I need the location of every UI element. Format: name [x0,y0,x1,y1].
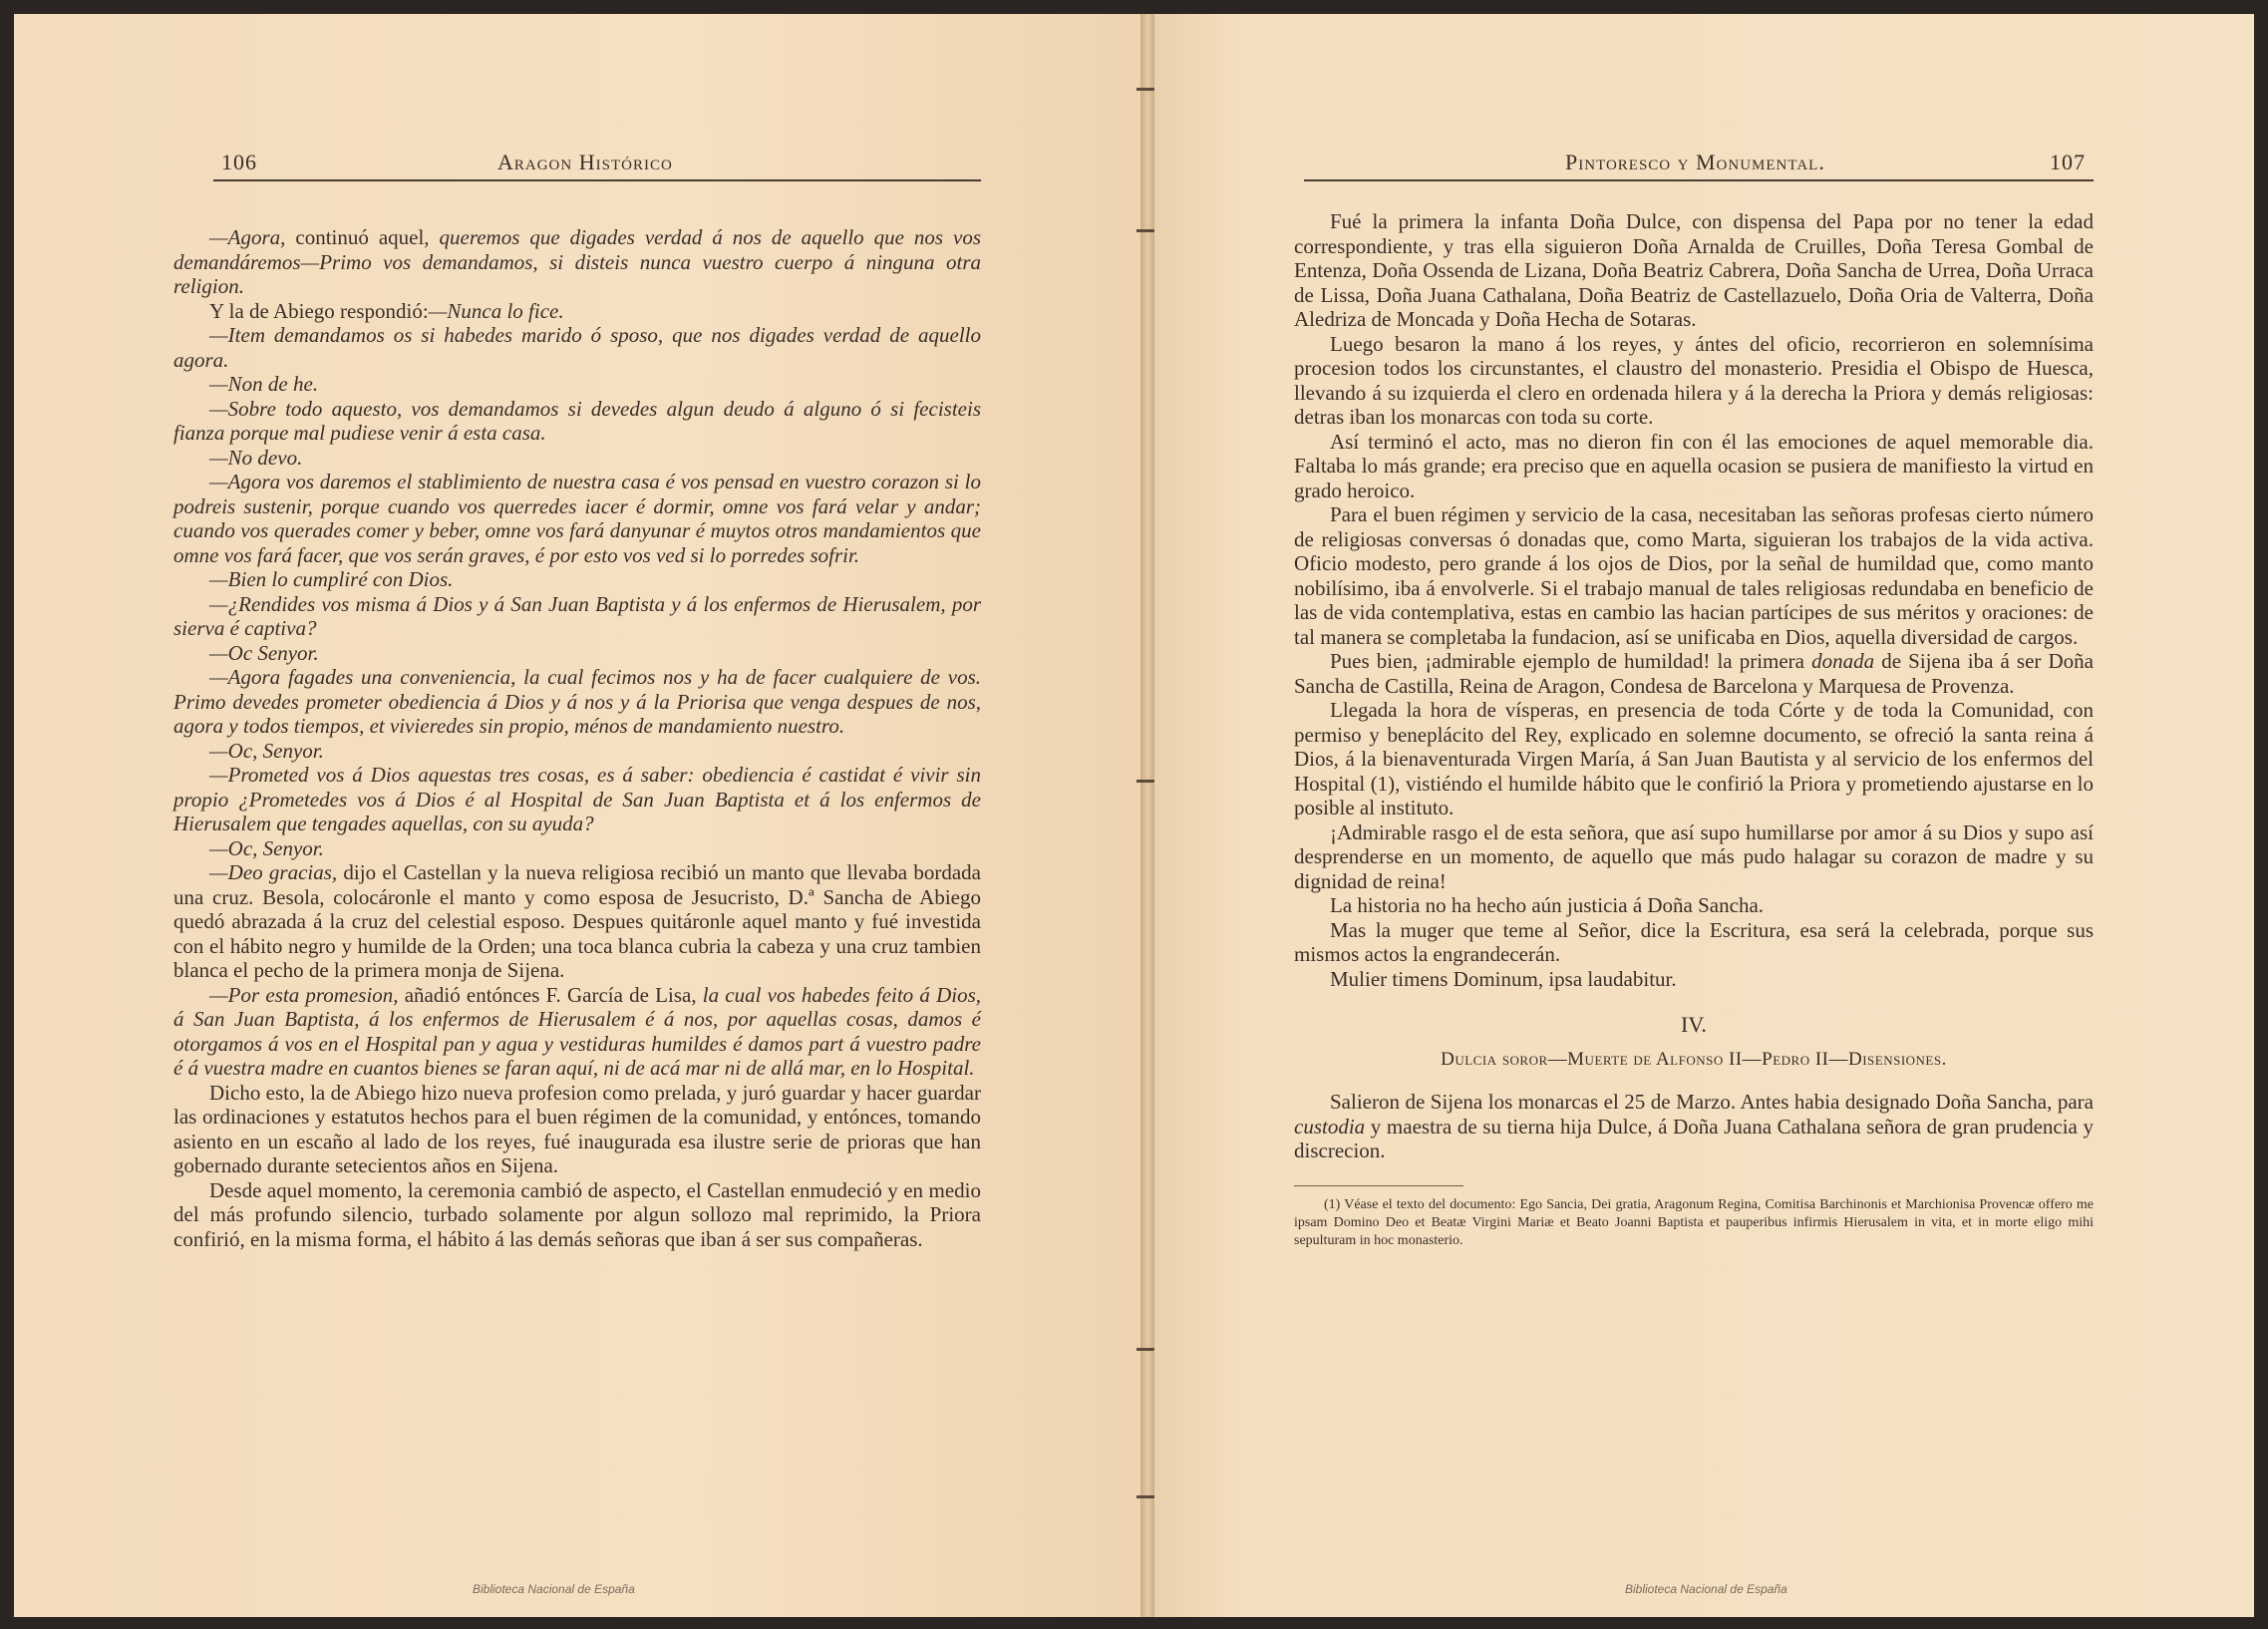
running-title: Pintoresco y Monumental. [1565,150,1825,174]
watermark: Biblioteca Nacional de España [473,1582,635,1596]
paragraph: Mas la muger que teme al Señor, dice la Escritura, esa será la celebrada, porque sus mismos actos la engrandecerán. [1294,917,2094,966]
paragraph: Mulier timens Dominum, ipsa laudabitur. [1330,966,1677,991]
paragraph: —Sobre todo aquesto, vos demandamos si devedes algun deudo á alguno ó si fecisteis fianza porque mal pudiese venir á esta casa. [173,396,981,445]
page-number: 106 [221,150,257,174]
paragraph: La historia no ha hecho aún justicia á Doña Sancha. [1330,893,1765,917]
paragraph: Para el buen régimen y servicio de la casa, necesitaban las señoras profesas cierto número de religiosas conversas ó donadas que, como Marta, siguieran los trabajos de la vida activa. Oficio modesto, pero grande á los ojos de Dios, por la señal de humildad que, como manto nobilísimo, iba á envolverle. Si el trabajo manual de tales religiosas redundaba en beneficio de las de vida contemplativa, estas en cambio las hacian partícipes de sus méritos y oraciones: de tal manera se completaba la fundacion, así se unificaba en Dios, aquella diversidad de cargos. [1294,502,2094,649]
roman-text: y maestra de su tierna hija Dulce, á Doña Juana Cathalana señora de gran prudencia y discrecion. [1294,1114,2094,1162]
italic-text: —Por esta promesion, [209,982,399,1007]
paragraph: Dicho esto, la de Abiego hizo nueva profesion como prelada, y juró guardar y hacer guardar las ordinaciones y estatutos hechos para el buen régimen de la comunidad, y entónces, tomando asiento en un escaño al lado de los reyes, fué inaugurada esa ilustre serie de prioras que han gobernado durante setecientos años en Sijena. [173,1080,981,1177]
running-title: Aragon Histórico [497,150,673,174]
paragraph [173,983,981,1081]
paragraph: —Oc, Senyor. [209,835,324,860]
paragraph: —Prometed vos á Dios aquestas tres cosas, es á saber: obediencia é castidat é vivir sin propio ¿Prometedes vos á Dios é al Hospital de San Juan Baptista et á los enfermos de Hierusalem que tengades aquellas, con su ayuda? [173,763,981,835]
roman-text: de Sijena iba á ser Doña Sancha de Castilla, Reina de Aragon, Condesa de Barcelona y Marquesa de Provenza. [1294,649,2094,698]
paragraph: —Agora vos daremos el stablimiento de nuestra casa é vos pensad en vuestro corazon si lo podreis sustenir, porque cuando vos querredes iacer é dormir, omne vos fará velar y andar; cuando vos querades comer y beber, omne vos fará danyunar é muytos otros mandamientos que omne vos fará facer, que vos serán graves, é por esto vos ved si lo porredes sofrir. [173,470,981,567]
paragraph [1294,649,2094,698]
left-page-header [213,150,981,181]
paragraph: Luego besaron la mano á los reyes, y ántes del oficio, recorrieron en solemnísima procesion todos los circunstantes, el claustro del monasterio. Presidia el Obispo de Huesca, llevando á su izquierda el clero en ordenada hilera y á la derecha la Priora y demás religiosas: detras iban los monarcas con toda su corte. [1294,331,2094,429]
italic-text: —Nunca lo fice. [428,298,564,323]
paragraph [173,860,981,983]
roman-text: añadió entónces F. García de Lisa, [398,982,703,1007]
italic-text: custodia [1294,1114,1366,1139]
italic-text: —Agora, [209,225,286,249]
paragraph: ¡Admirable rasgo el de esta señora, que así supo humillarse por amor á su Dios y supo así desprenderse en un momento, de aquello que más pudo halagar su corazon de madre y su dignidad de reina! [1294,819,2094,893]
roman-text: continuó aquel, [285,225,440,249]
paragraph: Desde aquel momento, la ceremonia cambió de aspecto, el Castellan enmudeció y en medio del más profundo silencio, turbado solamente por algun sollozo mal reprimido, la Priora confirió, en la misma forma, el hábito á las demás señoras que iban á ser sus compañeras. [173,1177,981,1251]
right-page [1154,14,2254,1617]
paragraph: —Bien lo cumpliré con Dios. [209,567,454,591]
italic-text: la cual vos habedes feito á Dios, á San Juan Baptista, á los enfermos de Hierusalem é á nos, por aquellas cosas, damos é otorgamos á vos en el Hospital pan y agua y vestiduras humildes é damos part á vuestro padre é á vuestra madre en cuantos bienes se faran aquí, ni de acá mar ni de allá mar, en lo Hospital. [173,982,981,1080]
right-page-header [1304,150,2094,181]
section-subtitle: Dulcia soror—Muerte de Alfonso II—Pedro II—Disensiones. [1441,1048,1947,1070]
paragraph: Fué la primera la infanta Doña Dulce, con dispensa del Papa por no tener la edad correspondiente, y tras ella siguieron Doña Arnalda de Cruilles, Doña Teresa Gombal de Entenza, Doña Ossenda de Lizana, Doña Beatriz Cabrera, Doña Sancha de Urrea, Doña Urraca de Lissa, Doña Juana Cathalana, Doña Beatriz de Castellazuelo, Doña Oria de Valterra, Doña Aledriza de Moncada y Doña Hecha de Sotaras. [1294,209,2094,331]
paragraph [1294,1090,2094,1163]
left-page [14,14,1140,1617]
paragraph: —¿Rendides vos misma á Dios y á San Juan Baptista y á los enfermos de Hierusalem, por sierva é captiva? [173,591,981,640]
paragraph: —Non de he. [209,372,319,396]
book-spine [1140,14,1154,1617]
italic-text: —Deo gracias, [209,860,338,884]
paragraph: —Oc Senyor. [209,640,319,665]
roman-text: Y la de Abiego respondió: [209,298,429,323]
roman-text: dijo el Castellan y la nueva religiosa recibió un manto que llevaba bordada una cruz. Besola, colocáronle el manto y como esposa de Jesucristo, D.ª Sancha de Abiego quedó abrazada á la cruz del celestial esposo. Despues quitáronle aquel manto y fué investida con el hábito negro y humilde de la Orden; una toca blanca cubria la cabeza y una cruz tambien blanca el pecho de la primera monja de Sijena. [173,860,981,982]
footnote [1294,1196,2094,1250]
roman-text: Salieron de Sijena los monarcas el 25 de Marzo. Antes habia designado Doña Sancha, para [1330,1090,2094,1114]
paragraph [173,299,981,324]
page-number: 107 [2050,150,2086,174]
italic-text: queremos que digades verdad á nos de aquello que nos vos demandáremos—Primo vos demandamos, si disteis nunca vuestro cuerpo á ninguna otra religion. [173,225,981,298]
paragraph: —Agora fagades una conveniencia, la cual fecimos nos y ha de facer cualquiere de vos. Primo devedes prometer obediencia á Dios y á nos y á la Priorisa que venga despues de nos, agora y todos tiempos, et vivieredes sin propio, ménos de mandamiento nuestro. [173,665,981,738]
paragraph: —No devo. [209,445,303,470]
paragraph [173,225,981,299]
paragraph: Así terminó el acto, mas no dieron fin con él las emociones de aquel memorable dia. Faltaba lo más grande; era preciso que en aquella ocasion se pusiera de manifiesto la virtud en grado heroico. [1294,429,2094,502]
paragraph: —Oc, Senyor. [209,738,324,763]
watermark: Biblioteca Nacional de España [1625,1582,1787,1596]
paragraph: —Item demandamos os si habedes marido ó sposo, que nos digades verdad de aquello agora. [173,323,981,372]
footnote-rule [1294,1185,1463,1186]
paragraph: Llegada la hora de vísperas, en presencia de toda Córte y de toda la Comunidad, con permiso y beneplácito del Rey, explicado en solemne documento, se ofreció la santa reina á Dios, á la bienaventurada Virgen María, á San Juan Bautista y al servicio de los enfermos del Hospital (1), vistiéndo el humilde hábito que le confirió la Priora y prometiendo ajustarse en lo posible al instituto. [1294,698,2094,819]
roman-text: Pues bien, ¡admirable ejemplo de humildad! la primera [1330,649,1812,673]
section-number: IV. [1681,1012,1707,1037]
left-page-body [173,225,981,1251]
italic-text: donada [1811,649,1875,673]
footnote-text: (1) Véase el texto del documento: Ego Sancia, Dei gratia, Aragonum Regina, Comitisa Barchinonis et Marchionisa Provencæ offero me ipsam Domino Deo et Beatæ Virgini Mariæ et Beato Joanni Baptista et pauperibus infirmis Hierusalem in vita, et in morte eligo mihi sepulturam in hoc monasterio. [1294,1196,2094,1248]
right-page-body [1294,209,2094,1250]
